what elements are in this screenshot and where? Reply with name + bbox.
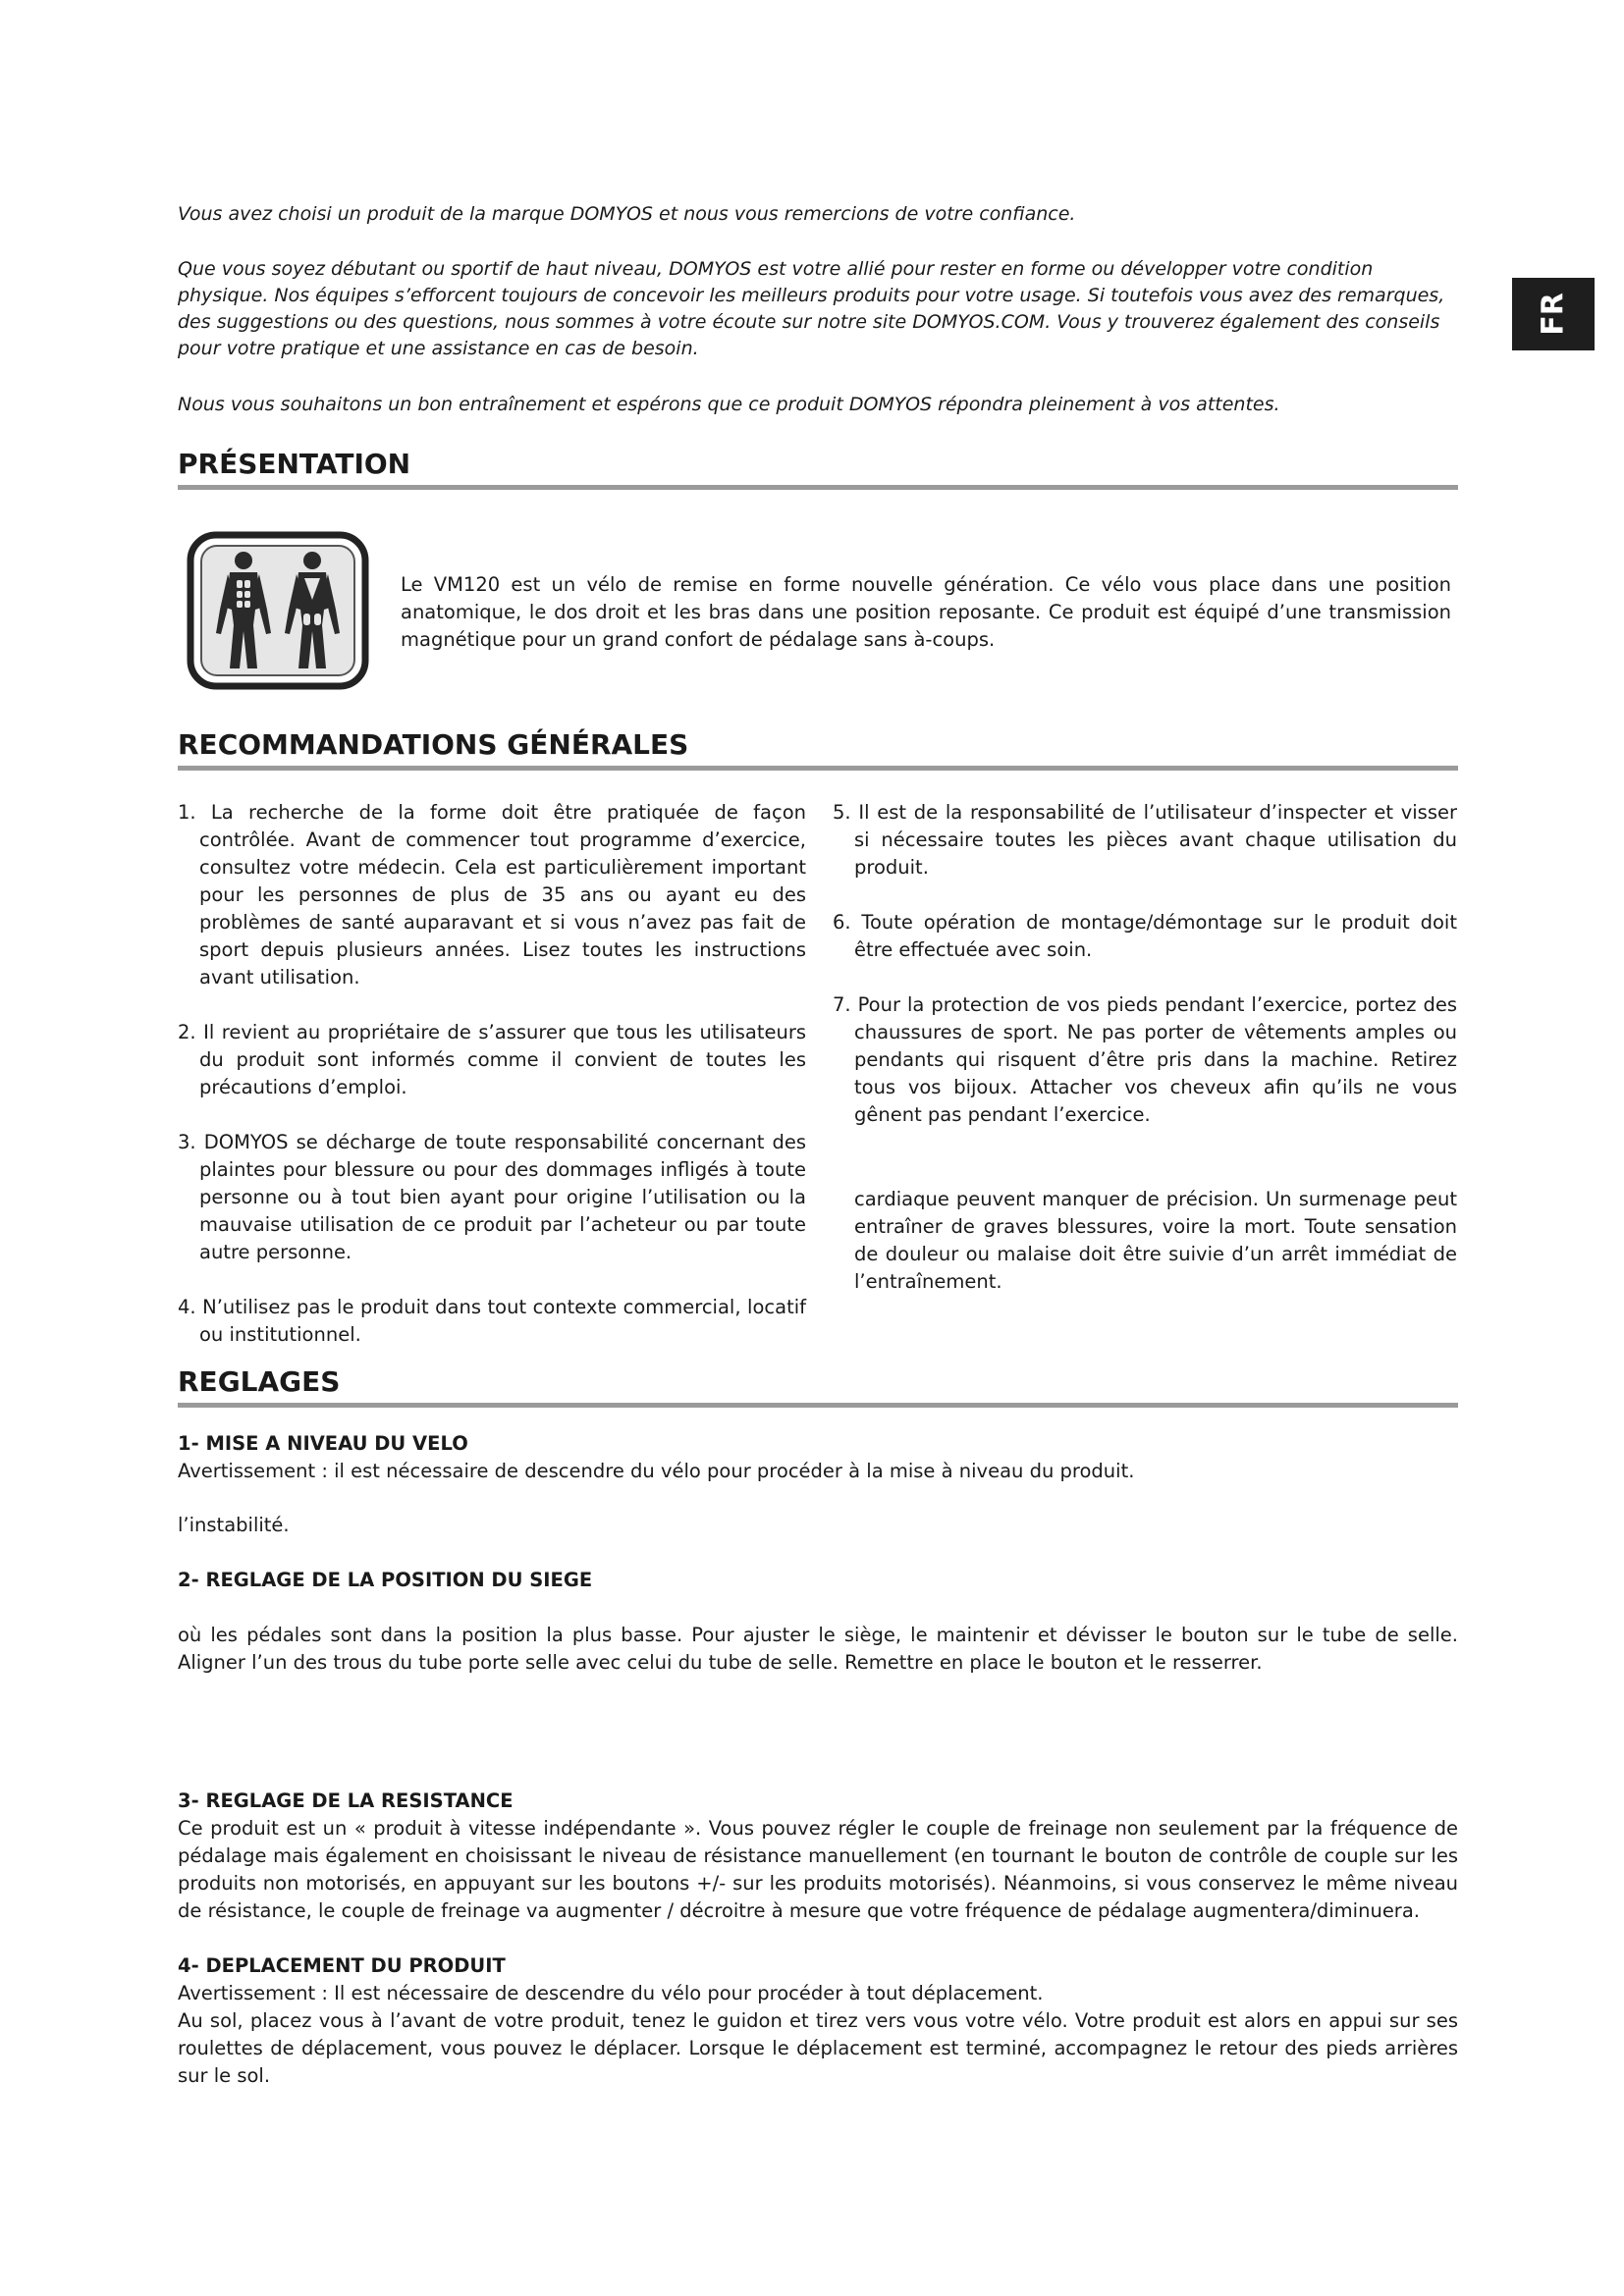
recommandation-item: 2. Il revient au propriétaire de s’assurer que tous les utilisateurs du produit sont informés comme il convient de toutes les précautions d’emploi. xyxy=(178,1021,806,1098)
muscle-groups-icon xyxy=(187,531,369,690)
recommandations-left-column xyxy=(178,799,806,1349)
recommandation-item: 4. N’utilisez pas le produit dans tout contexte commercial, locatif ou institutionnel. xyxy=(178,1296,806,1346)
recommandations-right-column xyxy=(833,799,1457,1129)
presentation-title: PRÉSENTATION xyxy=(178,448,1458,490)
language-tab-label: FR xyxy=(1536,293,1571,336)
intro-paragraph-3: Nous vous souhaitons un bon entraînement et espérons que ce produit DOMYOS répondra pleinement à vos attentes. xyxy=(178,394,1280,415)
recommandation-item: 5. Il est de la responsabilité de l’utilisateur d’inspecter et visser si nécessaire toutes les pièces avant chaque utilisation du produit. xyxy=(833,801,1457,879)
section-4-text-1: Avertissement : Il est nécessaire de descendre du vélo pour procéder à tout déplacement. xyxy=(178,1982,1044,2004)
section-2-text: où les pédales sont dans la position la plus basse. Pour ajuster le siège, le maintenir et dévisser le bouton sur le tube de selle. Aligner l’un des trous du tube porte selle avec celui du tube de selle. Remettre en place le bouton et le resserrer. xyxy=(178,1624,1458,1674)
intro-paragraph-1: Vous avez choisi un produit de la marque DOMYOS et nous vous remercions de votre confiance. xyxy=(178,203,1076,225)
reglages-title: REGLAGES xyxy=(178,1365,1458,1408)
recommandation-item: 6. Toute opération de montage/démontage sur le produit doit être effectuée avec soin. xyxy=(833,911,1457,961)
recommandation-item: 1. La recherche de la forme doit être pratiquée de façon contrôlée. Avant de commencer tout programme d’exercice, consultez votre médecin. Cela est particulièrement important pour les personnes de plus de 35 ans ou ayant eu des problèmes de santé auparavant et si vous n’avez pas fait de sport depuis plusieurs années. Lisez toutes les instructions avant utilisation. xyxy=(178,801,806,988)
recommandation-item: 3. DOMYOS se décharge de toute responsabilité concernant des plaintes pour blessure ou pour des dommages infligés à toute personne ou à tout bien ayant pour origine l’utilisation ou la mauvaise utilisation de ce produit par l’acheteur ou par toute autre personne. xyxy=(178,1131,806,1263)
section-1-title: 1- MISE A NIVEAU DU VELO xyxy=(178,1432,468,1455)
section-1-text: Avertissement : il est nécessaire de descendre du vélo pour procéder à la mise à niveau du produit. xyxy=(178,1460,1135,1482)
section-1-continuation: l’instabilité. xyxy=(178,1514,290,1536)
section-4-title: 4- DEPLACEMENT DU PRODUIT xyxy=(178,1954,506,1977)
recommandations-title: RECOMMANDATIONS GÉNÉRALES xyxy=(178,728,1458,771)
section-4-text-2: Au sol, placez vous à l’avant de votre produit, tenez le guidon et tirez vers vous votre vélo. Votre produit est alors en appui sur ses roulettes de déplacement, vous pouvez le déplacer. Lorsque le déplacement est terminé, accompagnez le retour des pieds arrières sur le sol. xyxy=(178,2009,1458,2087)
language-tab xyxy=(1512,278,1595,350)
intro-paragraph-2: Que vous soyez débutant ou sportif de haut niveau, DOMYOS est votre allié pour rester en forme ou développer votre condition physique. Nos équipes s’efforcent toujours de concevoir les meilleurs produits pour votre usage. Si toutefois vous avez des remarques, des suggestions ou des questions, nous sommes à votre écoute sur notre site DOMYOS.COM. Vous y trouverez également des conseils pour votre pratique et une assistance en cas de besoin. xyxy=(178,258,1445,359)
section-2-title: 2- REGLAGE DE LA POSITION DU SIEGE xyxy=(178,1569,593,1591)
recommandation-item: 7. Pour la protection de vos pieds pendant l’exercice, portez des chaussures de sport. Ne pas porter de vêtements amples ou pendants qui risquent d’être pris dans la machine. Retirez tous vos bijoux. Attacher vos cheveux afin qu’ils ne vous gênent pas pendant l’exercice. xyxy=(833,993,1457,1126)
section-3-title: 3- REGLAGE DE LA RESISTANCE xyxy=(178,1789,514,1812)
presentation-text: Le VM120 est un vélo de remise en forme nouvelle génération. Ce vélo vous place dans une position anatomique, le dos droit et les bras dans une position reposante. Ce produit est équipé d’une transmission magnétique pour un grand confort de pédalage sans à-coups. xyxy=(401,573,1451,651)
section-3-text: Ce produit est un « produit à vitesse indépendante ». Vous pouvez régler le couple de freinage non seulement par la fréquence de pédalage mais également en choisissant le niveau de résistance manuellement (en tournant le bouton de contrôle de couple sur les produits non motorisés, en appuyant sur les boutons +/- sur les produits motorisés). Néanmoins, si vous conservez le même niveau de résistance, le couple de freinage va augmenter / décroitre à mesure que votre fréquence de pédalage augmentera/diminuera. xyxy=(178,1817,1458,1922)
recommandation-continuation: cardiaque peuvent manquer de précision. Un surmenage peut entraîner de graves blessures, voire la mort. Toute sensation de douleur ou malaise doit être suivie d’un arrêt immédiat de l’entraînement. xyxy=(854,1188,1457,1293)
